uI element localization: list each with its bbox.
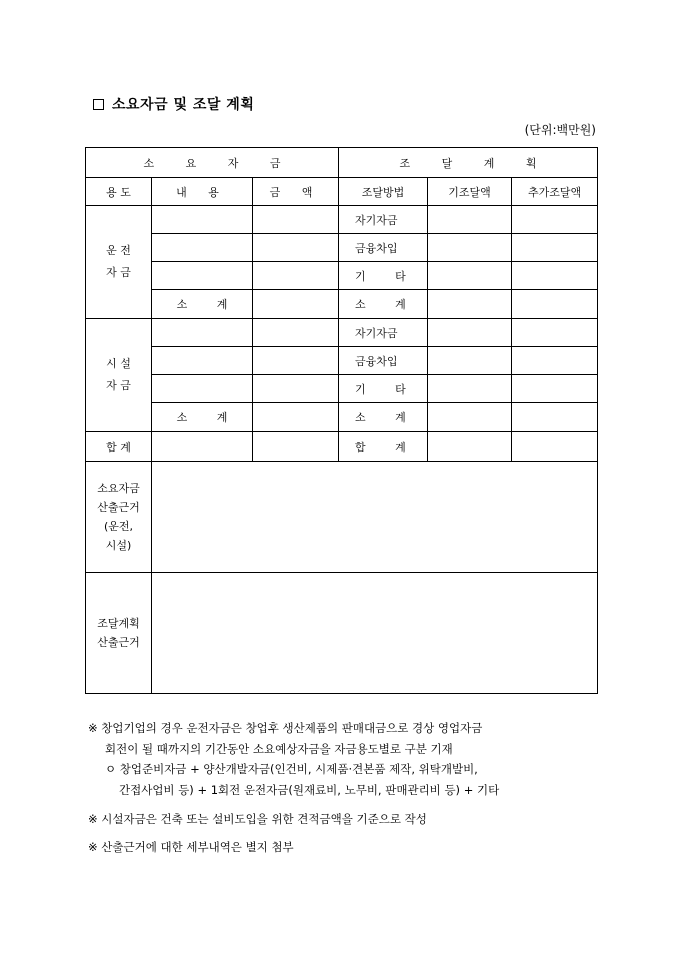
group-header-funding-plan: 조 달 계 획 xyxy=(339,148,598,178)
column-header-row xyxy=(86,178,598,206)
method-cell: 소 계 xyxy=(339,290,428,319)
method-cell: 금융차입 xyxy=(339,234,428,262)
method-cell: 자기자금 xyxy=(339,319,428,347)
unit-label: (단위:백만원) xyxy=(524,123,596,137)
group-header-row xyxy=(86,148,598,178)
additional-cell[interactable] xyxy=(512,290,598,319)
additional-cell[interactable] xyxy=(512,234,598,262)
required-funds-basis-content[interactable] xyxy=(152,462,598,573)
existing-cell[interactable] xyxy=(428,432,512,462)
amount-cell[interactable] xyxy=(253,375,339,403)
funding-plan-table xyxy=(85,147,598,694)
method-cell: 기 타 xyxy=(339,262,428,290)
existing-cell[interactable] xyxy=(428,206,512,234)
existing-cell[interactable] xyxy=(428,262,512,290)
subtotal-label: 소 계 xyxy=(152,290,253,319)
amount-cell[interactable] xyxy=(253,262,339,290)
note-line: ㅇ 창업준비자금 + 양산개발자금(인건비, 시제품·견본품 제작, 위탁개발비, xyxy=(105,762,478,777)
required-funds-basis-row xyxy=(86,462,598,573)
note-line: 간접사업비 등) + 1회전 운전자금(원재료비, 노무비, 판매관리비 등) + 기타 xyxy=(119,783,500,798)
amount-cell[interactable] xyxy=(253,319,339,347)
additional-cell[interactable] xyxy=(512,206,598,234)
table-row xyxy=(86,206,598,234)
amount-cell[interactable] xyxy=(253,347,339,375)
content-cell[interactable] xyxy=(152,375,253,403)
additional-cell[interactable] xyxy=(512,375,598,403)
group-header-required-funds: 소 요 자 금 xyxy=(86,148,339,178)
existing-cell[interactable] xyxy=(428,290,512,319)
table-row xyxy=(86,375,598,403)
content-cell[interactable] xyxy=(152,432,253,462)
content-cell[interactable] xyxy=(152,347,253,375)
note-line: 회전이 될 때까지의 기간동안 소요예상자금을 자금용도별로 구분 기재 xyxy=(105,741,453,756)
amount-cell[interactable] xyxy=(253,403,339,432)
content-cell[interactable] xyxy=(152,206,253,234)
funding-plan-basis-content[interactable] xyxy=(152,573,598,694)
existing-cell[interactable] xyxy=(428,347,512,375)
header-additional: 추가조달액 xyxy=(512,178,598,206)
amount-cell[interactable] xyxy=(253,206,339,234)
total-label-right: 합 계 xyxy=(339,432,428,462)
header-amount: 금 액 xyxy=(253,178,339,206)
total-label-left: 합 계 xyxy=(86,432,152,462)
existing-cell[interactable] xyxy=(428,375,512,403)
facility-funds-label: 시 설 자 금 xyxy=(86,319,152,432)
amount-cell[interactable] xyxy=(253,290,339,319)
header-use: 용 도 xyxy=(86,178,152,206)
table-row xyxy=(86,347,598,375)
amount-cell[interactable] xyxy=(253,234,339,262)
header-existing: 기조달액 xyxy=(428,178,512,206)
additional-cell[interactable] xyxy=(512,262,598,290)
table-row xyxy=(86,403,598,432)
method-cell: 금융차입 xyxy=(339,347,428,375)
additional-cell[interactable] xyxy=(512,319,598,347)
header-content: 내 용 xyxy=(152,178,253,206)
additional-cell[interactable] xyxy=(512,347,598,375)
table-row xyxy=(86,262,598,290)
funding-plan-basis-label: 조달계획 산출근거 xyxy=(86,573,152,694)
additional-cell[interactable] xyxy=(512,432,598,462)
total-row xyxy=(86,432,598,462)
funding-plan-basis-row xyxy=(86,573,598,694)
table-row xyxy=(86,319,598,347)
content-cell[interactable] xyxy=(152,234,253,262)
method-cell: 소 계 xyxy=(339,403,428,432)
note-line: ※ 창업기업의 경우 운전자금은 창업후 생산제품의 판매대금으로 경상 영업자금 xyxy=(88,721,483,735)
content-cell[interactable] xyxy=(152,319,253,347)
title-text: 소요자금 및 조달 계획 xyxy=(112,97,255,113)
checkbox-square-icon xyxy=(93,99,104,110)
note-line: ※ 산출근거에 대한 세부내역은 별지 첨부 xyxy=(88,840,294,855)
required-funds-basis-label: 소요자금 산출근거 (운전, 시설) xyxy=(86,462,152,573)
note-line: ※ 시설자금은 건축 또는 설비도입을 위한 견적금액을 기준으로 작성 xyxy=(88,811,427,826)
table-row xyxy=(86,290,598,319)
amount-cell[interactable] xyxy=(253,432,339,462)
content-cell[interactable] xyxy=(152,262,253,290)
page-title xyxy=(93,94,254,114)
subtotal-label: 소 계 xyxy=(152,403,253,432)
operating-funds-label: 운 전 자 금 xyxy=(86,206,152,319)
additional-cell[interactable] xyxy=(512,403,598,432)
table-row xyxy=(86,234,598,262)
method-cell: 자기자금 xyxy=(339,206,428,234)
method-cell: 기 타 xyxy=(339,375,428,403)
existing-cell[interactable] xyxy=(428,234,512,262)
header-method: 조달방법 xyxy=(339,178,428,206)
existing-cell[interactable] xyxy=(428,403,512,432)
existing-cell[interactable] xyxy=(428,319,512,347)
notes-section xyxy=(88,718,618,858)
